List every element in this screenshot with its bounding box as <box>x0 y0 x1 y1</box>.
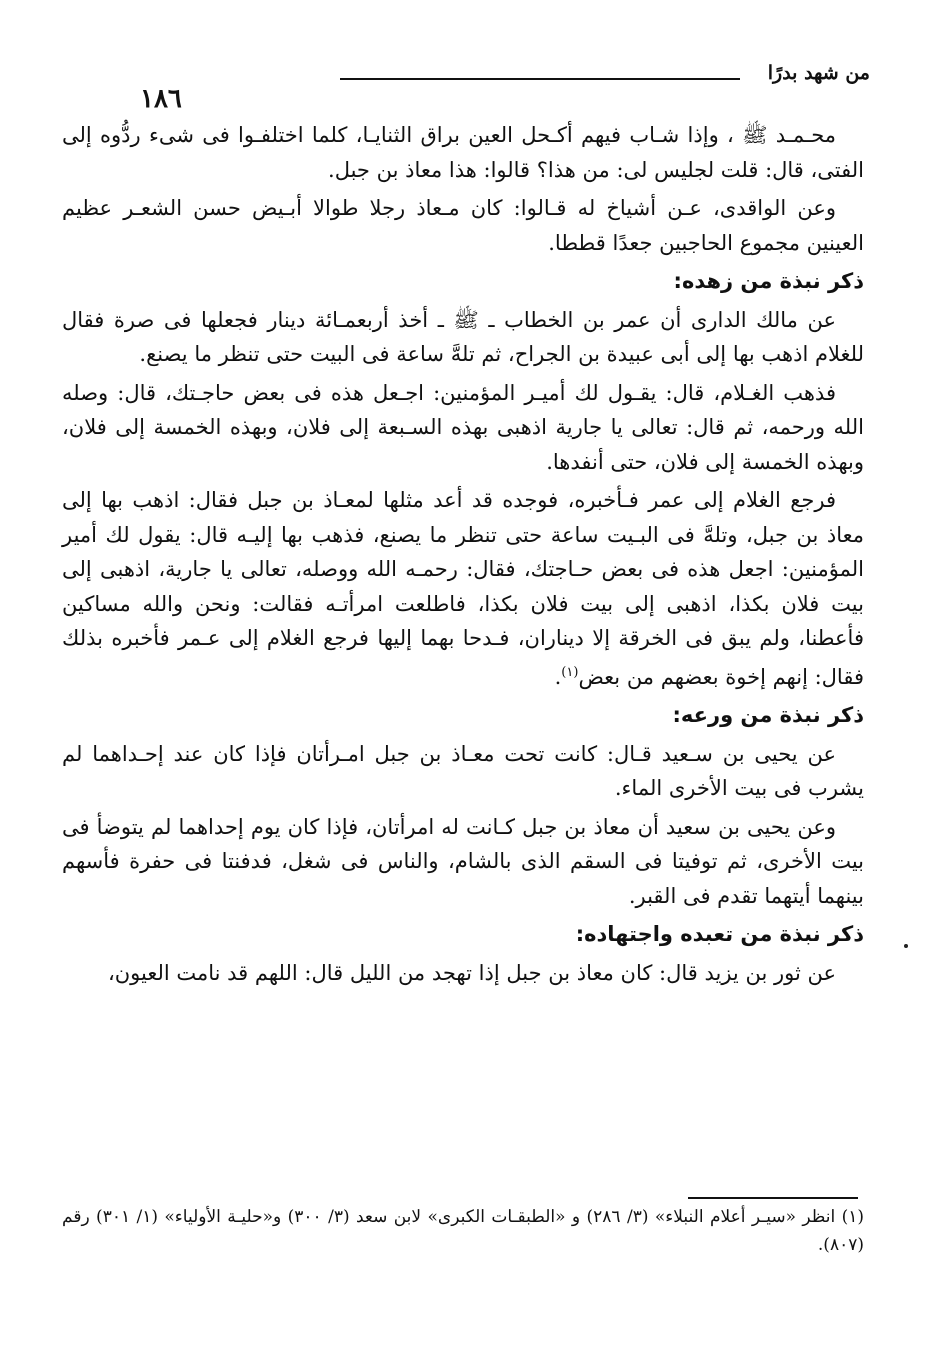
running-header <box>140 58 870 118</box>
footnotes <box>62 1203 864 1259</box>
paragraph-6: عن يحيى بن سـعيد قـال: كانت تحت معـاذ بن جبل امـرأتان فإذا كان عند إحـداهما لم يشرب فى بيت الأخرى الماء. <box>62 741 864 800</box>
paragraph-5-end: . <box>554 664 562 689</box>
paragraph-4: فذهب الغـلام، قال: يقـول لك أميـر المؤمنين: اجـعل هذه فى بعض حاجـتك، قال: وصله الله ورحمه، ثم قال: تعالى يا جارية اذهبى بهذه السـبعة إلى فلان، وبهذه الخمسة إلى فلان، وبهذه الخمسة إلى فلان، حتى أنفدها. <box>62 380 864 474</box>
paragraph-2: وعن الواقدى، عـن أشياخ له قـالوا: كان مـعاذ رجلا طوالا أبـيض حسن الشعـر عظيم العينين مجموع الحاجبين جعدًا قططا. <box>62 196 864 255</box>
paragraph-7: وعن يحيى بن سعيد أن معاذ بن جبل كـانت له امرأتان، فإذا كان يوم إحداهما لم يتوضأ فى بيت الأخرى، ثم توفيتا فى السقم الذى بالشام، والناس فى شغل، فدفنتا فى حفرة فأسهم بينهما أيتهما تقدم فى القبر. <box>62 814 864 908</box>
footnote-1: (١) انظر «سيـر أعلام النبلاء» (٣/ ٢٨٦) و «الطبقـات الكبرى» لابن سعد (٣/ ٣٠٠) و«حليـة الأولياء» (١/ ٣٠١) رقم (٨٠٧). <box>62 1207 864 1255</box>
header-title: من شهد بدرًا <box>767 62 870 84</box>
margin-mark <box>904 944 908 948</box>
header-rule <box>340 78 740 80</box>
section-heading-zuhd: ذكر نبذة من زهده: <box>673 269 864 293</box>
paragraph-1: محـمـد ﷺ ، وإذا شـاب فيهم أكـحل العين براق الثنايـا، كلما اختلفـوا فى شىء ردُّوه إلى الفتى، قال: قلت لجليس لى: من هذا؟ قالوا: هذا معاذ بن جبل. <box>62 123 864 182</box>
section-heading-wara: ذكر نبذة من ورعه: <box>672 703 864 727</box>
paragraph-3: عن مالك الدارى أن عمر بن الخطاب ـ ﷺ ـ أخذ أربعمـائة دينار فجعلها فى صرة فقال للغلام اذهب بها إلى أبى عبيدة بن الجراح، ثم تلهَّ ساعة فى البيت حتى تنظر ما يصنع. <box>62 307 864 366</box>
page-body <box>62 118 864 1170</box>
footnote-marker: (١) <box>561 664 579 680</box>
section-heading-taabbud: ذكر نبذة من تعبده واجتهاده: <box>575 922 864 946</box>
paragraph-5-text: فرجع الغلام إلى عمر فـأخبره، فوجده قد أعد مثلها لمعـاذ بن جبل فقال: اذهب بها إلى معاذ بن جبل، وتلهَّ فى البـيت ساعة حتى تنظر ما يصنع، فذهب بها إليـه قال: يقول لك أمير المؤمنين: اجعل هذه فى بعض حـاجتك، فقال: رحمـه الله ووصله، تعالى يا جارية، اذهبى إلى بيت فلان بكذا، اذهبى إلى بيت فلان بكذا، فاطلعت امرأتـه فقالت: ونحن والله مساكين فأعطنا، ولم يبق فى الخرقة إلا ديناران، فـدحا بهما إليها فرجع الغلام إلى عـمر فأخبره بذلك فقال: إنهم إخوة بعضهم من بعض <box>62 488 864 689</box>
paragraph-8: عن ثور بن يزيد قال: كان معاذ بن جبل إذا تهجد من الليل قال: اللهم قد نامت العيون، <box>107 960 836 985</box>
paragraph-5 <box>62 483 864 694</box>
page-number: ١٨٦ <box>140 84 182 114</box>
footnote-separator <box>688 1197 858 1199</box>
